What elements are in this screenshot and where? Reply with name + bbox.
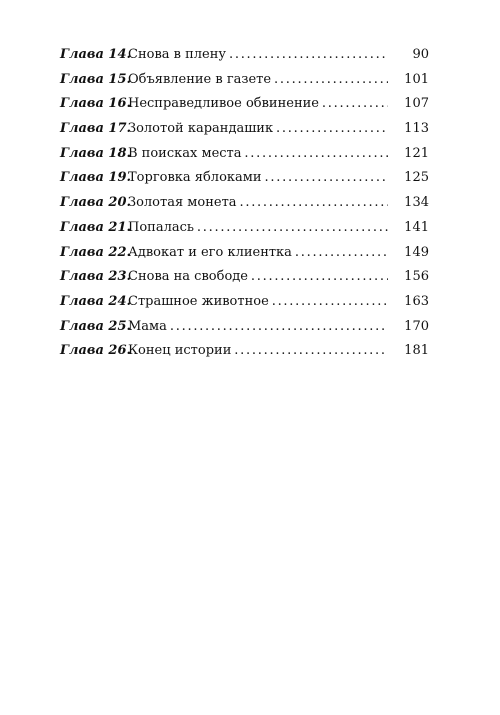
page-number: 121 — [404, 145, 429, 161]
toc-entry — [0, 265, 500, 290]
page-number: 149 — [404, 244, 429, 260]
chapter-title: Снова на свободе . . . — [128, 265, 388, 290]
chapter-title: Мама . . . — [128, 315, 388, 340]
page-number: 156 — [404, 269, 429, 285]
toc-entry — [0, 68, 500, 93]
page-number: 113 — [404, 121, 429, 137]
table-of-contents — [0, 43, 500, 364]
chapter-title: Торговка яблоками . . . — [128, 166, 388, 191]
page-number: 90 — [412, 47, 429, 62]
chapter-title: Конец истории . . . — [128, 339, 388, 364]
chapter-title: Страшное животное . . . — [128, 290, 388, 315]
chapter-title: Снова в плену . . . — [128, 43, 388, 68]
page-number: 141 — [404, 219, 429, 235]
toc-entry — [0, 290, 500, 315]
toc-entry — [0, 339, 500, 364]
page-number: 163 — [404, 293, 429, 309]
chapter-label: Глава 15. — [60, 71, 132, 87]
toc-entry — [0, 117, 500, 142]
chapter-label: Глава 23. — [60, 269, 132, 285]
chapter-title: Золотой карандашик . . . — [128, 117, 388, 142]
chapter-label: Глава 19. — [60, 170, 132, 186]
chapter-label: Глава 21. — [60, 219, 132, 235]
chapter-label: Глава 22. — [60, 244, 132, 260]
toc-entry — [0, 43, 500, 68]
toc-entry — [0, 241, 500, 266]
chapter-title: Адвокат и его клиентка . . . — [128, 241, 388, 266]
chapter-label: Глава 24. — [60, 293, 132, 309]
toc-entry — [0, 142, 500, 167]
chapter-label: Глава 14. — [60, 47, 132, 62]
toc-entry — [0, 315, 500, 340]
chapter-title: Объявление в газете . . . — [128, 68, 388, 93]
toc-entry — [0, 216, 500, 241]
page-number: 170 — [404, 318, 429, 334]
chapter-label: Глава 26. — [60, 343, 132, 359]
page-number: 125 — [404, 170, 429, 186]
chapter-title: В поисках места . . . — [128, 142, 388, 167]
page-number: 134 — [404, 195, 429, 211]
toc-entry — [0, 166, 500, 191]
chapter-label: Глава 17. — [60, 121, 132, 137]
chapter-title: Попалась . . . — [128, 216, 388, 241]
page-number: 107 — [404, 96, 429, 112]
chapter-title: Золотая монета . . . — [128, 191, 388, 216]
chapter-label: Глава 16. — [60, 96, 132, 112]
chapter-label: Глава 18. — [60, 145, 132, 161]
toc-entry — [0, 92, 500, 117]
chapter-label: Глава 25. — [60, 318, 132, 334]
page-number: 101 — [404, 71, 429, 87]
toc-entry — [0, 191, 500, 216]
page-number: 181 — [404, 343, 429, 359]
chapter-title: Несправедливое обвинение . . . — [128, 92, 388, 117]
chapter-label: Глава 20. — [60, 195, 132, 211]
